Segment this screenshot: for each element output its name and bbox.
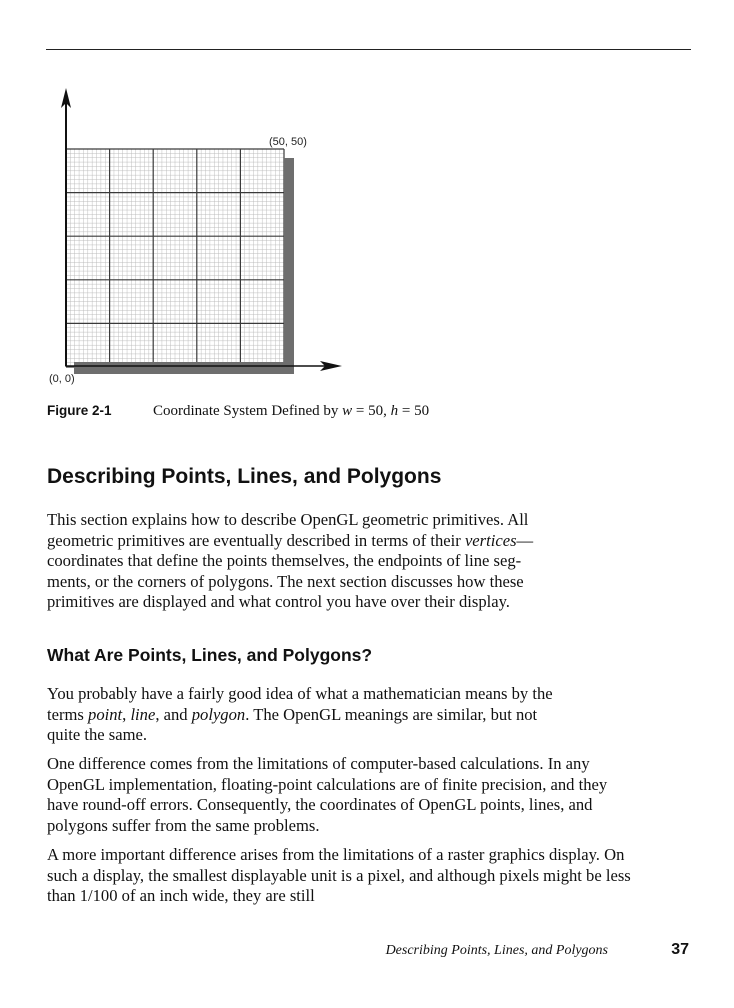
para1-line-3: quite the same. (47, 725, 147, 744)
running-footer-title: Describing Points, Lines, and Polygons (385, 943, 608, 958)
caption-w-value: = 50, (352, 403, 391, 419)
term-polygon: polygon (191, 704, 246, 724)
figure-caption (47, 403, 667, 420)
intro-line-4: ments, or the corners of polygons. The next section discusses how these (47, 571, 524, 591)
intro-line-3: coordinates that define the points themselves, the endpoints of line seg- (47, 551, 522, 570)
caption-w: w (342, 403, 353, 419)
label-top-right: (50, 50) (269, 136, 307, 148)
section-heading: Describing Points, Lines, and Polygons (47, 465, 442, 488)
term-point: point (88, 704, 123, 724)
label-origin: (0, 0) (49, 373, 75, 385)
subsection-heading: What Are Points, Lines, and Polygons? (47, 645, 373, 665)
para1-line-1: You probably have a fairly good idea of what a mathematician means by the (47, 684, 553, 703)
grid-shadow-bottom (74, 362, 294, 374)
paragraph-2: One difference comes from the limitations of computer-based calculations. In any OpenGL implementation, floating-point calculations are of finite precision, and they have round-off errors. Consequently, the coordinates of OpenGL points, lines, and polygons suffer from the same problems. (47, 754, 608, 835)
intro-paragraph (47, 510, 637, 613)
caption-h-value: = 50 (398, 403, 430, 419)
coordinate-system-figure (40, 84, 360, 394)
term-vertices: vertices (464, 530, 517, 550)
paragraph-1 (47, 684, 637, 746)
grid-shadow-right (284, 158, 294, 366)
top-rule (46, 49, 691, 50)
paragraph-3: A more important difference arises from the limitations of a raster graphics display. On such a display, the smallest displayable unit is a pixel, and although pixels might be less than 1/100 of an inch wide, they are still (47, 845, 631, 905)
intro-line-5: primitives are displayed and what control you have over their display. (47, 592, 510, 611)
fine-grid (66, 149, 284, 367)
caption-h: h (390, 403, 399, 419)
figure-number: Figure 2-1 (47, 403, 112, 418)
caption-text: Coordinate System Defined by (153, 403, 343, 419)
page-number: 37 (671, 941, 689, 958)
term-line: line (130, 704, 156, 724)
para1-line-2: terms point, line, and polygon. The OpenGL meanings are similar, but not (47, 704, 538, 724)
intro-line-1: This section explains how to describe OpenGL geometric primitives. All (47, 510, 529, 529)
intro-line-2: geometric primitives are eventually described in terms of their vertices— (47, 530, 534, 550)
